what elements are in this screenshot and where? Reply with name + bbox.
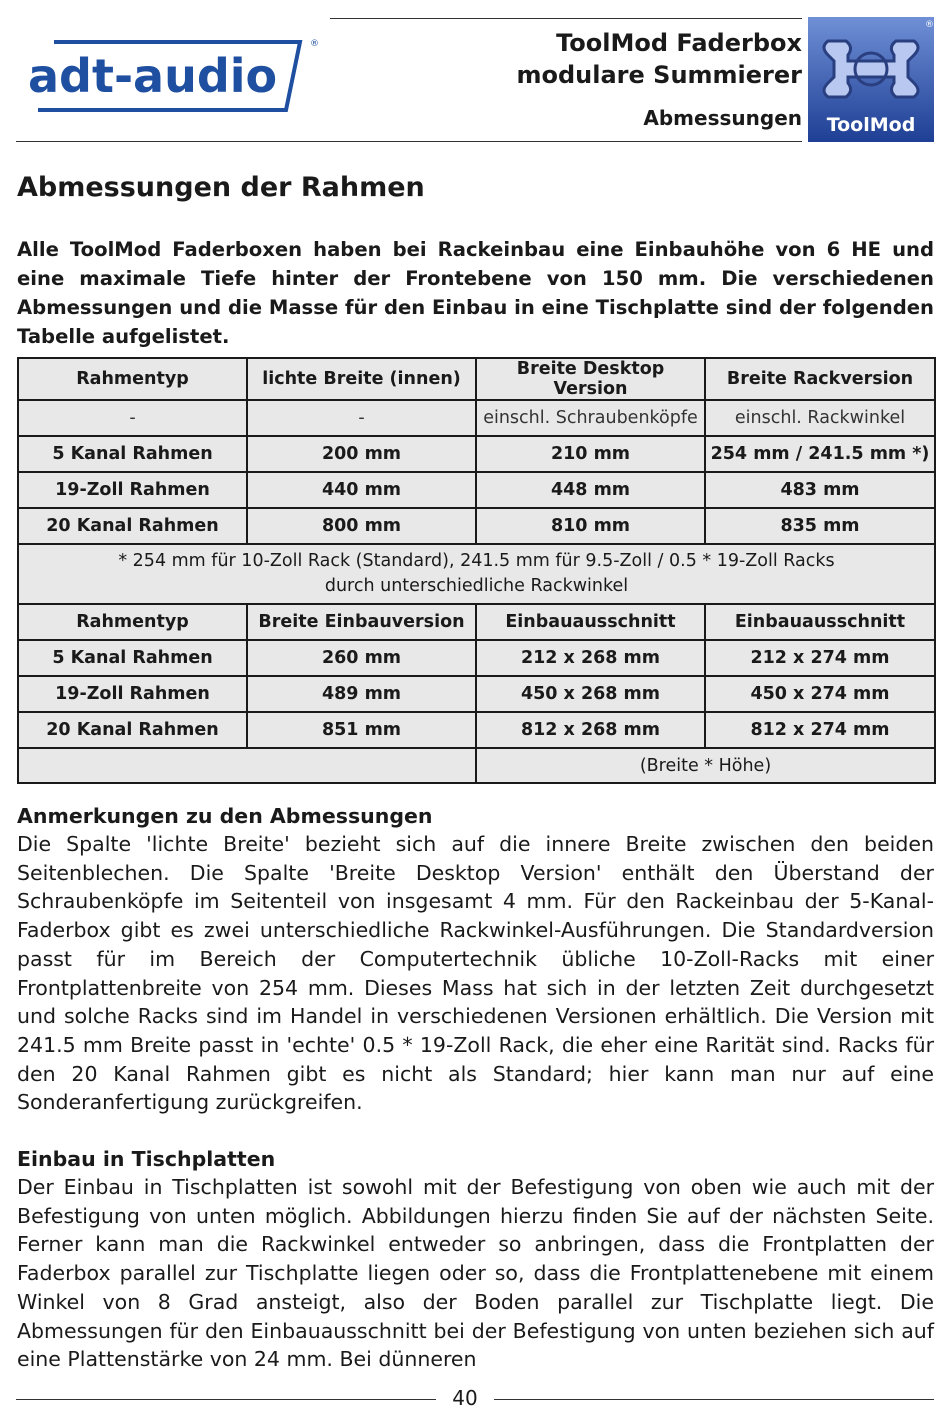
table1-subheader-row (18, 400, 935, 436)
table-cell: 212 x 268 mm (476, 640, 705, 676)
table-note-row (18, 544, 935, 604)
table-cell: 450 x 274 mm (705, 676, 935, 712)
installation-paragraph: Der Einbau in Tischplatten ist sowohl mit der Befestigung von oben wie auch mit der Befestigung von unten möglich. Abbildungen hierzu finden Sie auf der nächsten Seite. Ferner kann man die Rackwinkel entweder so anbringen, dass die Frontplatten der Faderbox parallel zur Tischplatte liegen oder so, dass die Frontplattenebene mit einem Winkel von 8 Grad ansteigt, also der Boden parallel zur Tischplatte liegt. Die Abmessungen für den Einbauausschnitt bei der Befestigung von unten beziehen sich auf eine Plattenstärke von 24 mm. Bei dünneren (17, 1175, 934, 1372)
table2-header-row (18, 604, 935, 640)
table-cell: 260 mm (247, 640, 476, 676)
table-cell: 20 Kanal Rahmen (18, 508, 247, 544)
table-cell: 851 mm (247, 712, 476, 748)
table-cell: 212 x 274 mm (705, 640, 935, 676)
table-header-cell: Einbauausschnitt (705, 604, 935, 640)
table-row (18, 472, 935, 508)
table-cell: 254 mm / 241.5 mm *) (705, 436, 935, 472)
table1-header-row (18, 358, 935, 400)
product-title: ToolMod Faderbox (556, 29, 802, 57)
table-note-line: * 254 mm für 10-Zoll Rack (Standard), 241.5 mm für 9.5-Zoll / 0.5 * 19-Zoll Racks (118, 551, 835, 571)
adt-audio-logo (24, 34, 324, 118)
installation-heading: Einbau in Tischplatten (17, 1147, 276, 1171)
table-cell: 810 mm (476, 508, 705, 544)
table-cell: 812 x 268 mm (476, 712, 705, 748)
badge-text: ToolMod (826, 114, 916, 136)
table-subheader-cell: einschl. Rackwinkel (705, 400, 935, 436)
header-top-rule (330, 18, 802, 19)
table-cell: 812 x 274 mm (705, 712, 935, 748)
table-cell: 19-Zoll Rahmen (18, 472, 247, 508)
table-row (18, 640, 935, 676)
logo-text: adt-audio (28, 49, 278, 103)
table-row (18, 712, 935, 748)
toolmod-badge (808, 17, 934, 142)
section-label: Abmessungen (643, 106, 802, 130)
intro-paragraph: Alle ToolMod Faderboxen haben bei Rackeinbau eine Einbauhöhe von 6 HE und eine maximale Tiefe hinter der Frontebene von 150 mm. Die verschiedenen Abmessungen und die Masse für den Einbau in eine Tischplatte sind der folgenden Tabelle aufgelistet. (17, 238, 934, 348)
table-cell: 5 Kanal Rahmen (18, 640, 247, 676)
table-cell: 440 mm (247, 472, 476, 508)
header-bottom-rule (16, 141, 802, 142)
footer-rule-right (494, 1399, 934, 1400)
table-cell: 20 Kanal Rahmen (18, 712, 247, 748)
table-cell: 448 mm (476, 472, 705, 508)
page-heading: Abmessungen der Rahmen (17, 172, 425, 203)
table-header-cell: Breite Desktop Version (476, 358, 705, 400)
table-cell: 19-Zoll Rahmen (18, 676, 247, 712)
table-cell: 835 mm (705, 508, 935, 544)
table-row (18, 436, 935, 472)
table-cell: 450 x 268 mm (476, 676, 705, 712)
table-footnote-cell: (Breite * Höhe) (476, 748, 935, 783)
table-cell: 200 mm (247, 436, 476, 472)
table-cell: 483 mm (705, 472, 935, 508)
dimensions-table (17, 357, 936, 784)
table-empty-cell (18, 748, 476, 783)
table-cell: 800 mm (247, 508, 476, 544)
table-subheader-cell: einschl. Schraubenköpfe (476, 400, 705, 436)
table-header-cell: Rahmentyp (18, 358, 247, 400)
table-row (18, 508, 935, 544)
table-row (18, 676, 935, 712)
table-note-cell (18, 544, 935, 604)
notes-heading: Anmerkungen zu den Abmessungen (17, 804, 433, 828)
table-subheader-cell: - (18, 400, 247, 436)
table-footnote-row (18, 748, 935, 783)
table-subheader-cell: - (247, 400, 476, 436)
table-cell: 489 mm (247, 676, 476, 712)
footer-rule-left (16, 1399, 436, 1400)
table-header-cell: lichte Breite (innen) (247, 358, 476, 400)
logo-registered-mark: ® (310, 39, 319, 49)
notes-paragraph: Die Spalte 'lichte Breite' bezieht sich auf die innere Breite zwischen den beiden Seitenblechen. Die Spalte 'Breite Desktop Version' enthält den Überstand der Schraubenköpfe im Seitenteil von insgesamt 4 mm. Für den Rackeinbau der 5-Kanal-Faderbox gibt es zwei unterschiedliche Rackwinkel-Ausführungen. Die Standardversion passt für im Bereich der Computertechnik übliche 10-Zoll-Racks mit einer Frontplattenbreite von 254 mm. Dieses Mass hat sich in der letzten Zeit durchgesetzt und solche Racks sind im Handel in verschiedenen Versionen erhältlich. Die Version mit 241.5 mm Breite passt in 'echte' 0.5 * 19-Zoll Rack, die eher eine Rarität sind. Racks für den 20 Kanal Rahmen gibt es nicht als Standard; hier kann man nur auf eine Sonderanfertigung zurückgreifen. (17, 832, 934, 1115)
table-note-line: durch unterschiedliche Rackwinkel (324, 576, 629, 596)
table-header-cell: Einbauausschnitt (476, 604, 705, 640)
table-cell: 5 Kanal Rahmen (18, 436, 247, 472)
page-number: 40 (452, 1386, 478, 1410)
badge-registered-mark: ® (925, 20, 934, 30)
notes-section (17, 802, 934, 1117)
installation-section (17, 1145, 934, 1374)
table-header-cell: Breite Rackversion (705, 358, 935, 400)
table-cell: 210 mm (476, 436, 705, 472)
table-header-cell: Rahmentyp (18, 604, 247, 640)
product-subtitle: modulare Summierer (516, 61, 802, 89)
table-header-cell: Breite Einbauversion (247, 604, 476, 640)
